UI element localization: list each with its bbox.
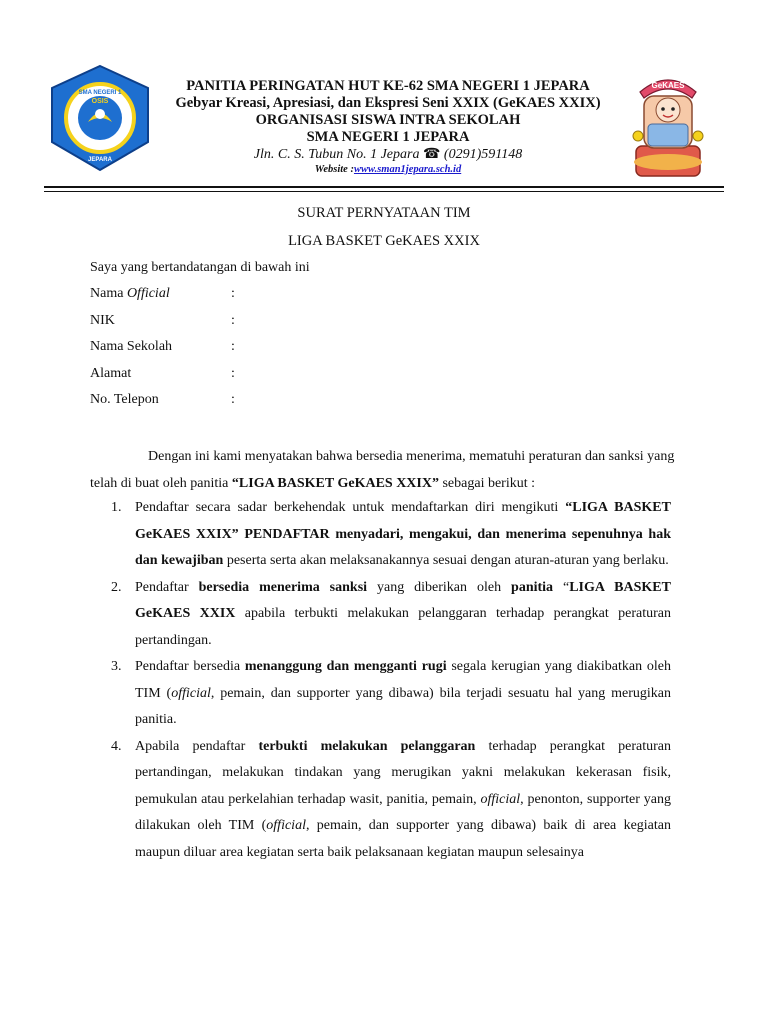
letterhead-line-2: Gebyar Kreasi, Apresiasi, dan Ekspresi Seni XXIX (GeKAES XXIX) <box>175 95 601 111</box>
list-item-number: 3. <box>111 659 122 674</box>
list-item-number: 2. <box>111 579 122 595</box>
field-label: Alamat <box>90 365 132 381</box>
letterhead-address <box>150 146 626 163</box>
field-colon: : <box>231 286 235 301</box>
field-label: NIK <box>90 312 115 328</box>
field-label: Nama Official <box>90 286 170 301</box>
phone-icon: ☎ <box>422 147 441 162</box>
list-item: 3. Pendaftar bersedia menanggung dan mengganti rugi segala kerugian yang diakibatkan oleh TIM (official, pemain, dan supporter yang dibawa) bila terjadi sesuatu hal yang merugikan panitia. <box>135 654 671 734</box>
osis-logo <box>48 64 152 172</box>
list-item-number: 1. <box>111 500 122 515</box>
website-label: Website : <box>314 164 354 175</box>
letterhead-line-1: PANITIA PERINGATAN HUT KE-62 SMA NEGERI 1 JEPARA <box>186 78 590 94</box>
field-colon: : <box>231 365 235 381</box>
list-item-number: 4. <box>111 738 122 754</box>
letterhead-website <box>150 163 626 177</box>
field-nama-official <box>90 286 251 313</box>
logo-right-text: GeKAES <box>651 81 685 90</box>
phone-text: (0291)591148 <box>443 147 523 162</box>
field-nik <box>90 313 251 340</box>
logo-left-top-text: SMA NEGERI 1 <box>78 90 122 96</box>
field-no-telepon <box>90 392 251 419</box>
list-item: 1. Pendaftar secara sadar berkehendak untuk mendaftarkan diri mengikuti “LIGA BASKET GeKAES XXIX” PENDAFTAR menyadari, mengakui, dan menerima sepenuhnya hak dan kewajiban peserta serta akan melaksanakannya sesuai dengan aturan-aturan yang berlaku. <box>135 495 671 575</box>
gekaes-logo <box>626 66 710 182</box>
logo-left-bottom-text: JEPARA <box>88 157 112 163</box>
field-label: Nama Sekolah <box>90 339 173 354</box>
statement-paragraph: Dengan ini kami menyatakan bahwa bersedia menerima, mematuhi peraturan dan sanksi yang telah di buat oleh panitia “LIGA BASKET GeKAES XXIX” sebagai berikut : <box>90 449 675 491</box>
field-alamat <box>90 366 251 393</box>
intro-text: Saya yang bertandatangan di bawah ini <box>90 260 310 275</box>
field-colon: : <box>231 392 235 407</box>
document-title: SURAT PERNYATAAN TIM <box>297 205 471 221</box>
address-text: Jln. C. S. Tubun No. 1 Jepara <box>253 147 420 162</box>
letterhead <box>150 78 626 177</box>
header-rule-thick <box>44 186 724 188</box>
website-link[interactable]: www.sman1jepara.sch.id <box>353 164 462 175</box>
identity-fields <box>90 286 251 419</box>
field-colon: : <box>231 339 235 354</box>
field-colon: : <box>231 312 235 328</box>
terms-list <box>111 495 671 866</box>
list-item: 4. Apabila pendaftar terbukti melakukan pelanggaran terhadap perangkat peraturan pertandingan, melakukan tindakan yang merugikan yakni melakukan kekerasan fisik, pemukulan atau perkelahian terhadap wasit, panitia, pemain, official, penonton, supporter yang dilakukan oleh TIM (official, pemain, dan supporter yang dibawa) baik di area kegiatan maupun diluar area kegiatan serta baik pelaksanaan kegiatan maupun selesainya <box>135 734 671 867</box>
letterhead-line-3: ORGANISASI SISWA INTRA SEKOLAH <box>255 112 521 128</box>
letterhead-line-4: SMA NEGERI 1 JEPARA <box>306 129 470 145</box>
field-label: No. Telepon <box>90 392 159 407</box>
field-nama-sekolah <box>90 339 251 366</box>
logo-left-mid-text: OSIS <box>91 98 109 105</box>
header-rule-thin <box>44 191 724 192</box>
list-item: 2. Pendaftar bersedia menerima sanksi yang diberikan oleh panitia “LIGA BASKET GeKAES XXIX apabila terbukti melakukan pelanggaran terhadap perangkat peraturan pertandingan. <box>135 575 671 655</box>
document-subtitle: LIGA BASKET GeKAES XXIX <box>288 233 480 249</box>
